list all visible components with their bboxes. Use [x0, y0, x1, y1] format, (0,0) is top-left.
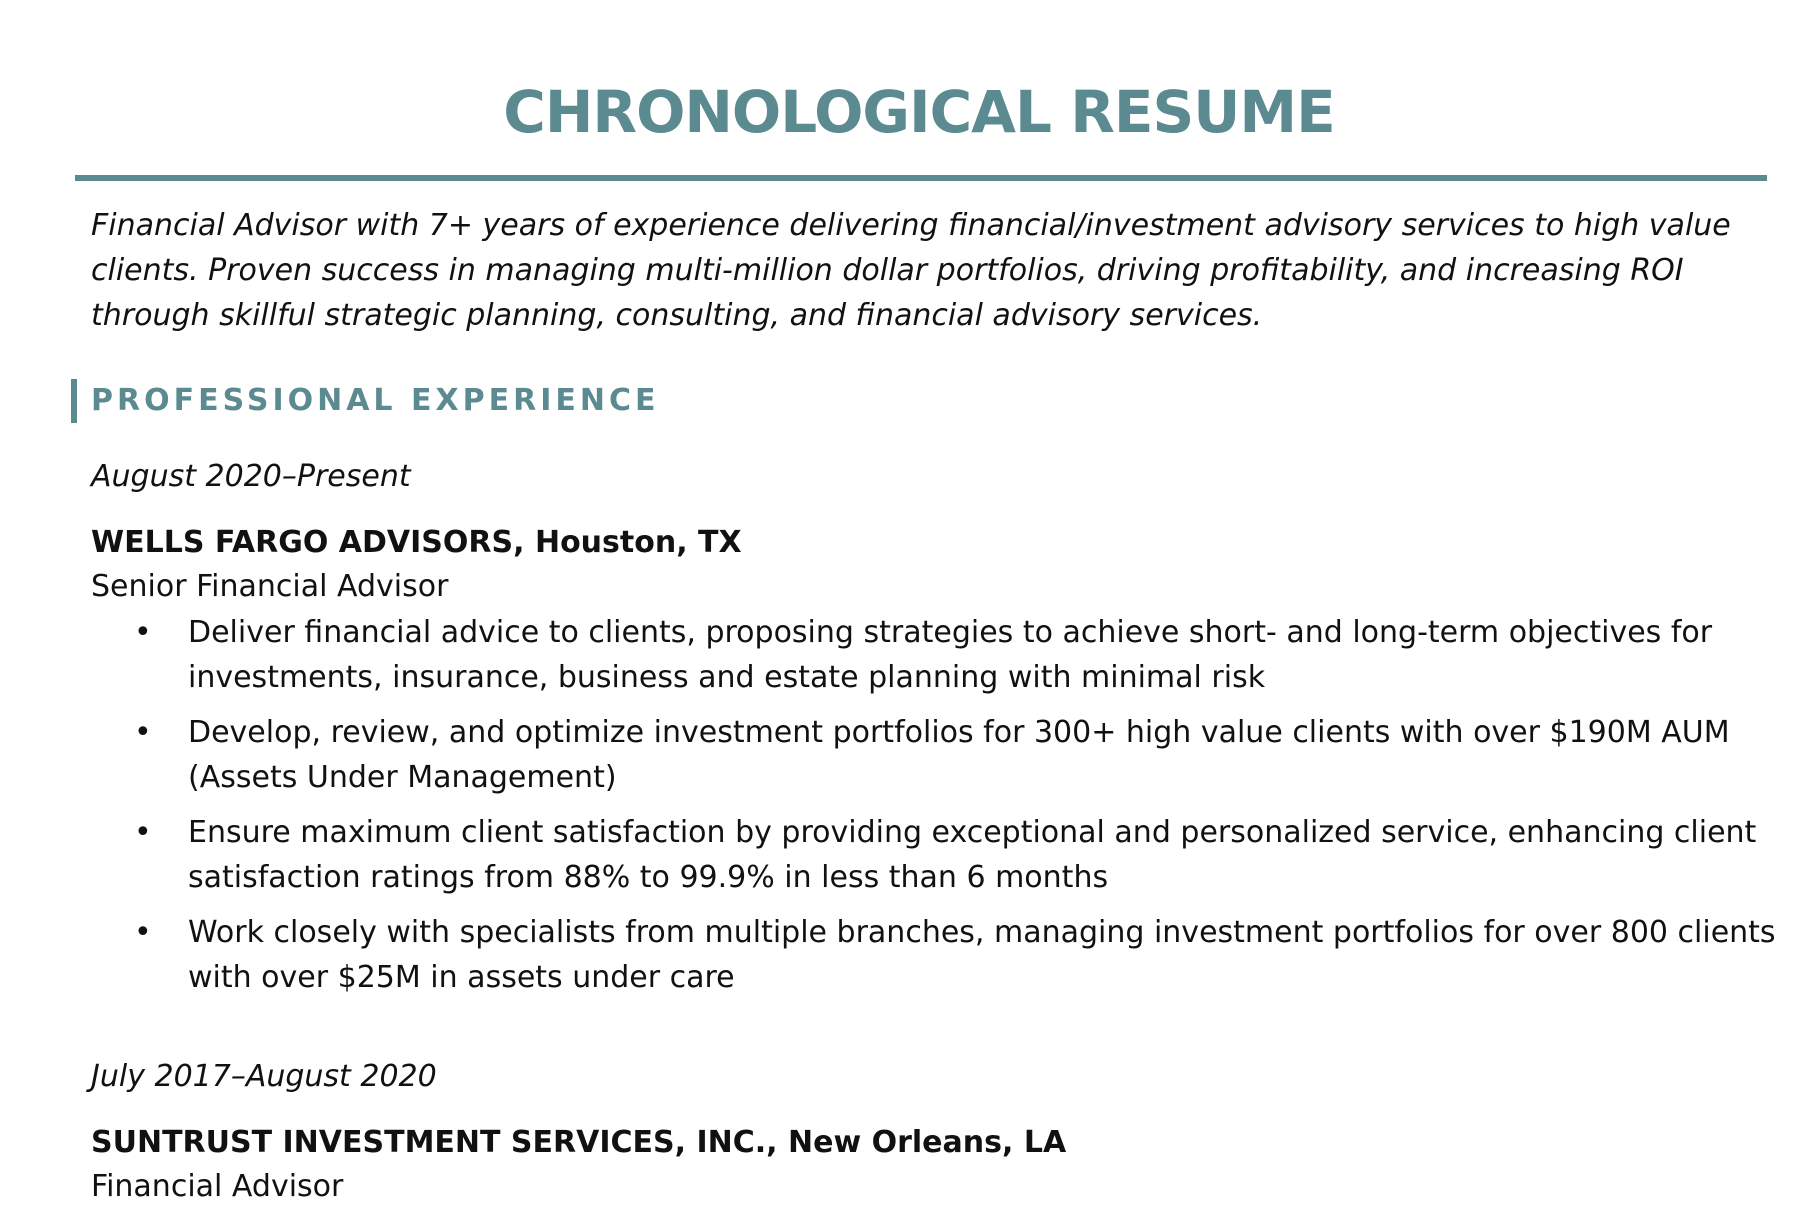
job-dates: July 2017–August 2020: [91, 1059, 437, 1094]
job-company: SUNTRUST INVESTMENT SERVICES, INC., New Orleans, LA: [91, 1125, 1067, 1160]
title-divider: [75, 175, 1767, 181]
job-bullet: [91, 710, 1808, 800]
job-bullet-list: [91, 610, 1791, 1000]
section-accent-bar: [71, 379, 77, 423]
bullet-text: Deliver financial advice to clients, proposing strategies to achieve short- and long-term objectives for investments, insurance, business and estate planning with minimal risk: [188, 615, 1713, 695]
job-bullet: [91, 810, 1808, 900]
job-bullet: [91, 610, 1808, 700]
job-title: Senior Financial Advisor: [91, 569, 449, 604]
resume-title: CHRONOLOGICAL RESUME: [503, 78, 1335, 146]
job-company: WELLS FARGO ADVISORS, Houston, TX: [91, 525, 742, 560]
job-title: Financial Advisor: [91, 1169, 344, 1204]
professional-summary: Financial Advisor with 7+ years of experience delivering financial/investment advisory services to high value clients. Proven success in managing multi-million dollar portfolios, driving profitability, and increasing ROI through skillful strategic planning, consulting, and financial advisory services.: [91, 208, 1731, 333]
job-dates: August 2020–Present: [91, 459, 411, 494]
job-bullet: [91, 910, 1808, 1000]
job-entry-1: [91, 456, 1791, 1010]
bullet-text: Ensure maximum client satisfaction by providing exceptional and personalized service, enhancing client satisfaction ratings from 88% to 99.9% in less than 6 months: [188, 815, 1757, 895]
job-entry-2: [91, 1056, 1791, 1210]
bullet-icon: •: [134, 715, 152, 750]
bullet-icon: •: [134, 815, 152, 850]
bullet-icon: •: [134, 915, 152, 950]
bullet-text: Develop, review, and optimize investment portfolios for 300+ high value clients with over $190M AUM (Assets Under Management): [188, 715, 1730, 795]
bullet-icon: •: [134, 615, 152, 650]
bullet-text: Work closely with specialists from multiple branches, managing investment portfolios for over 800 clients with over $25M in assets under care: [188, 915, 1776, 995]
section-heading-experience: PROFESSIONAL EXPERIENCE: [91, 383, 660, 418]
